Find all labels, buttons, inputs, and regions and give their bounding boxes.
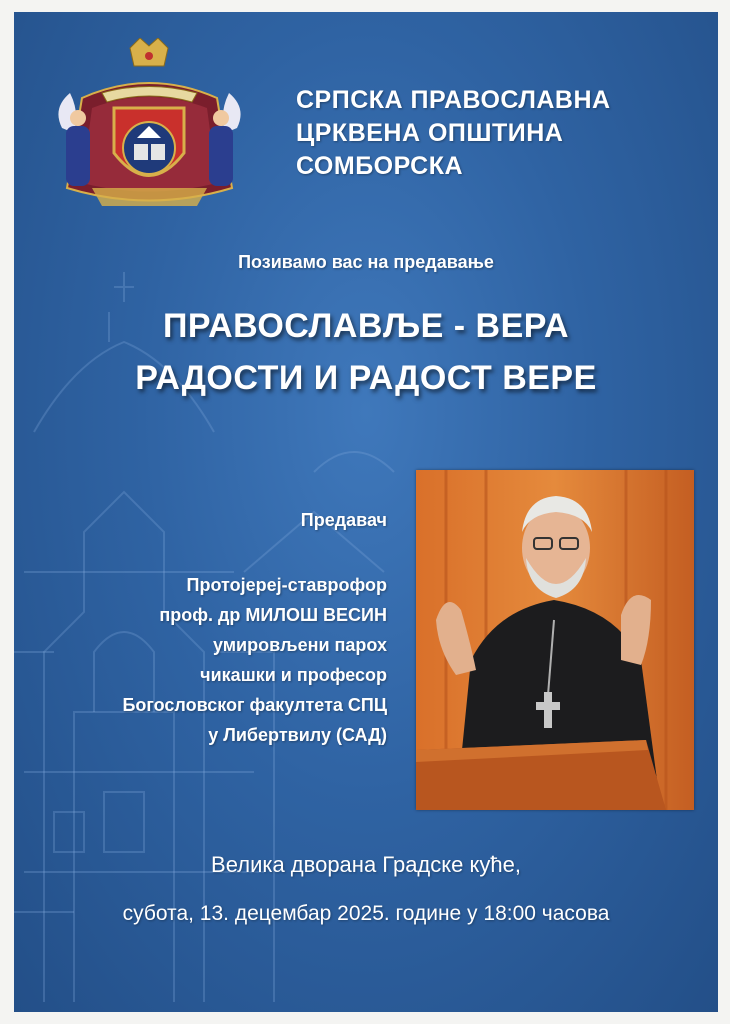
lecturer-line-6: у Либертвилу (САД) — [208, 725, 387, 745]
lecture-title-line-2: РАДОСТИ И РАДОСТ ВЕРЕ — [135, 359, 597, 397]
organization-line-2: ЦРКВЕНА ОПШТИНА — [296, 119, 564, 147]
organization-line-1: СРПСКА ПРАВОСЛАВНА — [296, 86, 611, 114]
organization-line-3: СОМБОРСКА — [296, 152, 464, 180]
venue-text: Велика дворана Градске куће, — [211, 852, 521, 877]
invite-text: Позивамо вас на предавање — [238, 252, 494, 272]
lecturer-label: Предавач — [300, 510, 387, 530]
lecturer-line-2: проф. др МИЛОШ ВЕСИН — [159, 605, 387, 625]
organization-name — [296, 84, 696, 183]
lecturer-line-4: чикашки и професор — [200, 665, 387, 685]
lecturer-line-1: Протојереј-ставрофор — [186, 575, 387, 595]
lecture-title-line-1: ПРАВОСЛАВЉЕ - ВЕРА — [162, 307, 570, 345]
coat-of-arms-crest — [52, 38, 247, 213]
lecture-title — [14, 300, 718, 404]
poster — [14, 12, 718, 1012]
lecturer-portrait-photo — [416, 470, 694, 810]
lecturer-line-3: умировљени парох — [212, 635, 387, 655]
lecturer-description — [27, 570, 387, 750]
date-time-text: субота, 13. децембар 2025. године у 18:00 часова — [122, 902, 610, 925]
lecturer-line-5: Богословског факултета СПЦ — [122, 695, 387, 715]
